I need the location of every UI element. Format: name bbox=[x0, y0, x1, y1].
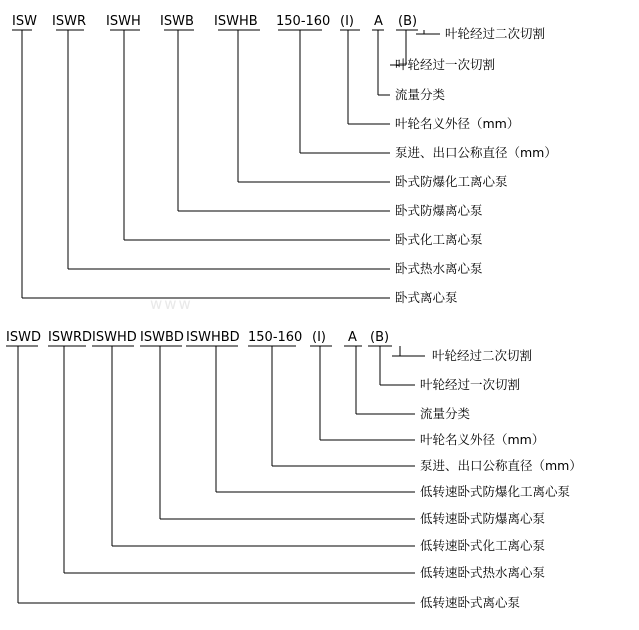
code-token: 150-160 bbox=[276, 14, 331, 29]
code-token: (I) bbox=[312, 330, 326, 345]
code-token: ISWB bbox=[160, 14, 194, 29]
callout-label: 泵进、出口公称直径（mm） bbox=[420, 458, 582, 473]
callout-label: 叶轮名义外径（mm） bbox=[395, 116, 520, 131]
callout-label: 叶轮经过一次切割 bbox=[420, 377, 521, 392]
callout-label: 叶轮经过二次切割 bbox=[432, 348, 533, 363]
code-token: (I) bbox=[340, 14, 354, 29]
callout-label: 卧式防爆化工离心泵 bbox=[395, 174, 508, 189]
code-token: ISWRD bbox=[48, 330, 92, 345]
callout-label: 卧式离心泵 bbox=[395, 290, 458, 305]
code-token: ISWBD bbox=[140, 330, 184, 345]
code-token: A bbox=[374, 14, 383, 29]
code-token: ISWHBD bbox=[186, 330, 240, 345]
code-token: ISWD bbox=[6, 330, 41, 345]
code-token: A bbox=[348, 330, 357, 345]
callout-label: 叶轮经过二次切割 bbox=[445, 26, 546, 41]
code-token: ISWR bbox=[52, 14, 86, 29]
code-token: ISWHB bbox=[214, 14, 258, 29]
callout-label: 低转速卧式化工离心泵 bbox=[420, 538, 546, 553]
callout-label: 叶轮经过一次切割 bbox=[395, 57, 496, 72]
callout-label: 卧式化工离心泵 bbox=[395, 232, 483, 247]
callout-label: 低转速卧式防爆化工离心泵 bbox=[420, 484, 571, 499]
callout-label: 泵进、出口公称直径（mm） bbox=[395, 145, 557, 160]
callout-label: 卧式防爆离心泵 bbox=[395, 203, 483, 218]
code-token: ISWH bbox=[106, 14, 141, 29]
code-token: ISW bbox=[12, 14, 37, 29]
code-token: ISWHD bbox=[92, 330, 137, 345]
callout-label: 流量分类 bbox=[420, 406, 471, 421]
callout-label: 低转速卧式防爆离心泵 bbox=[420, 511, 546, 526]
watermark: www bbox=[150, 295, 193, 313]
callout-label: 低转速卧式离心泵 bbox=[420, 595, 521, 610]
code-token: (B) bbox=[370, 330, 390, 345]
code-token: (B) bbox=[398, 14, 418, 29]
callout-label: 低转速卧式热水离心泵 bbox=[420, 565, 546, 580]
callout-label: 流量分类 bbox=[395, 87, 446, 102]
code-token: 150-160 bbox=[248, 330, 303, 345]
callout-label: 叶轮名义外径（mm） bbox=[420, 432, 545, 447]
callout-label: 卧式热水离心泵 bbox=[395, 261, 483, 276]
